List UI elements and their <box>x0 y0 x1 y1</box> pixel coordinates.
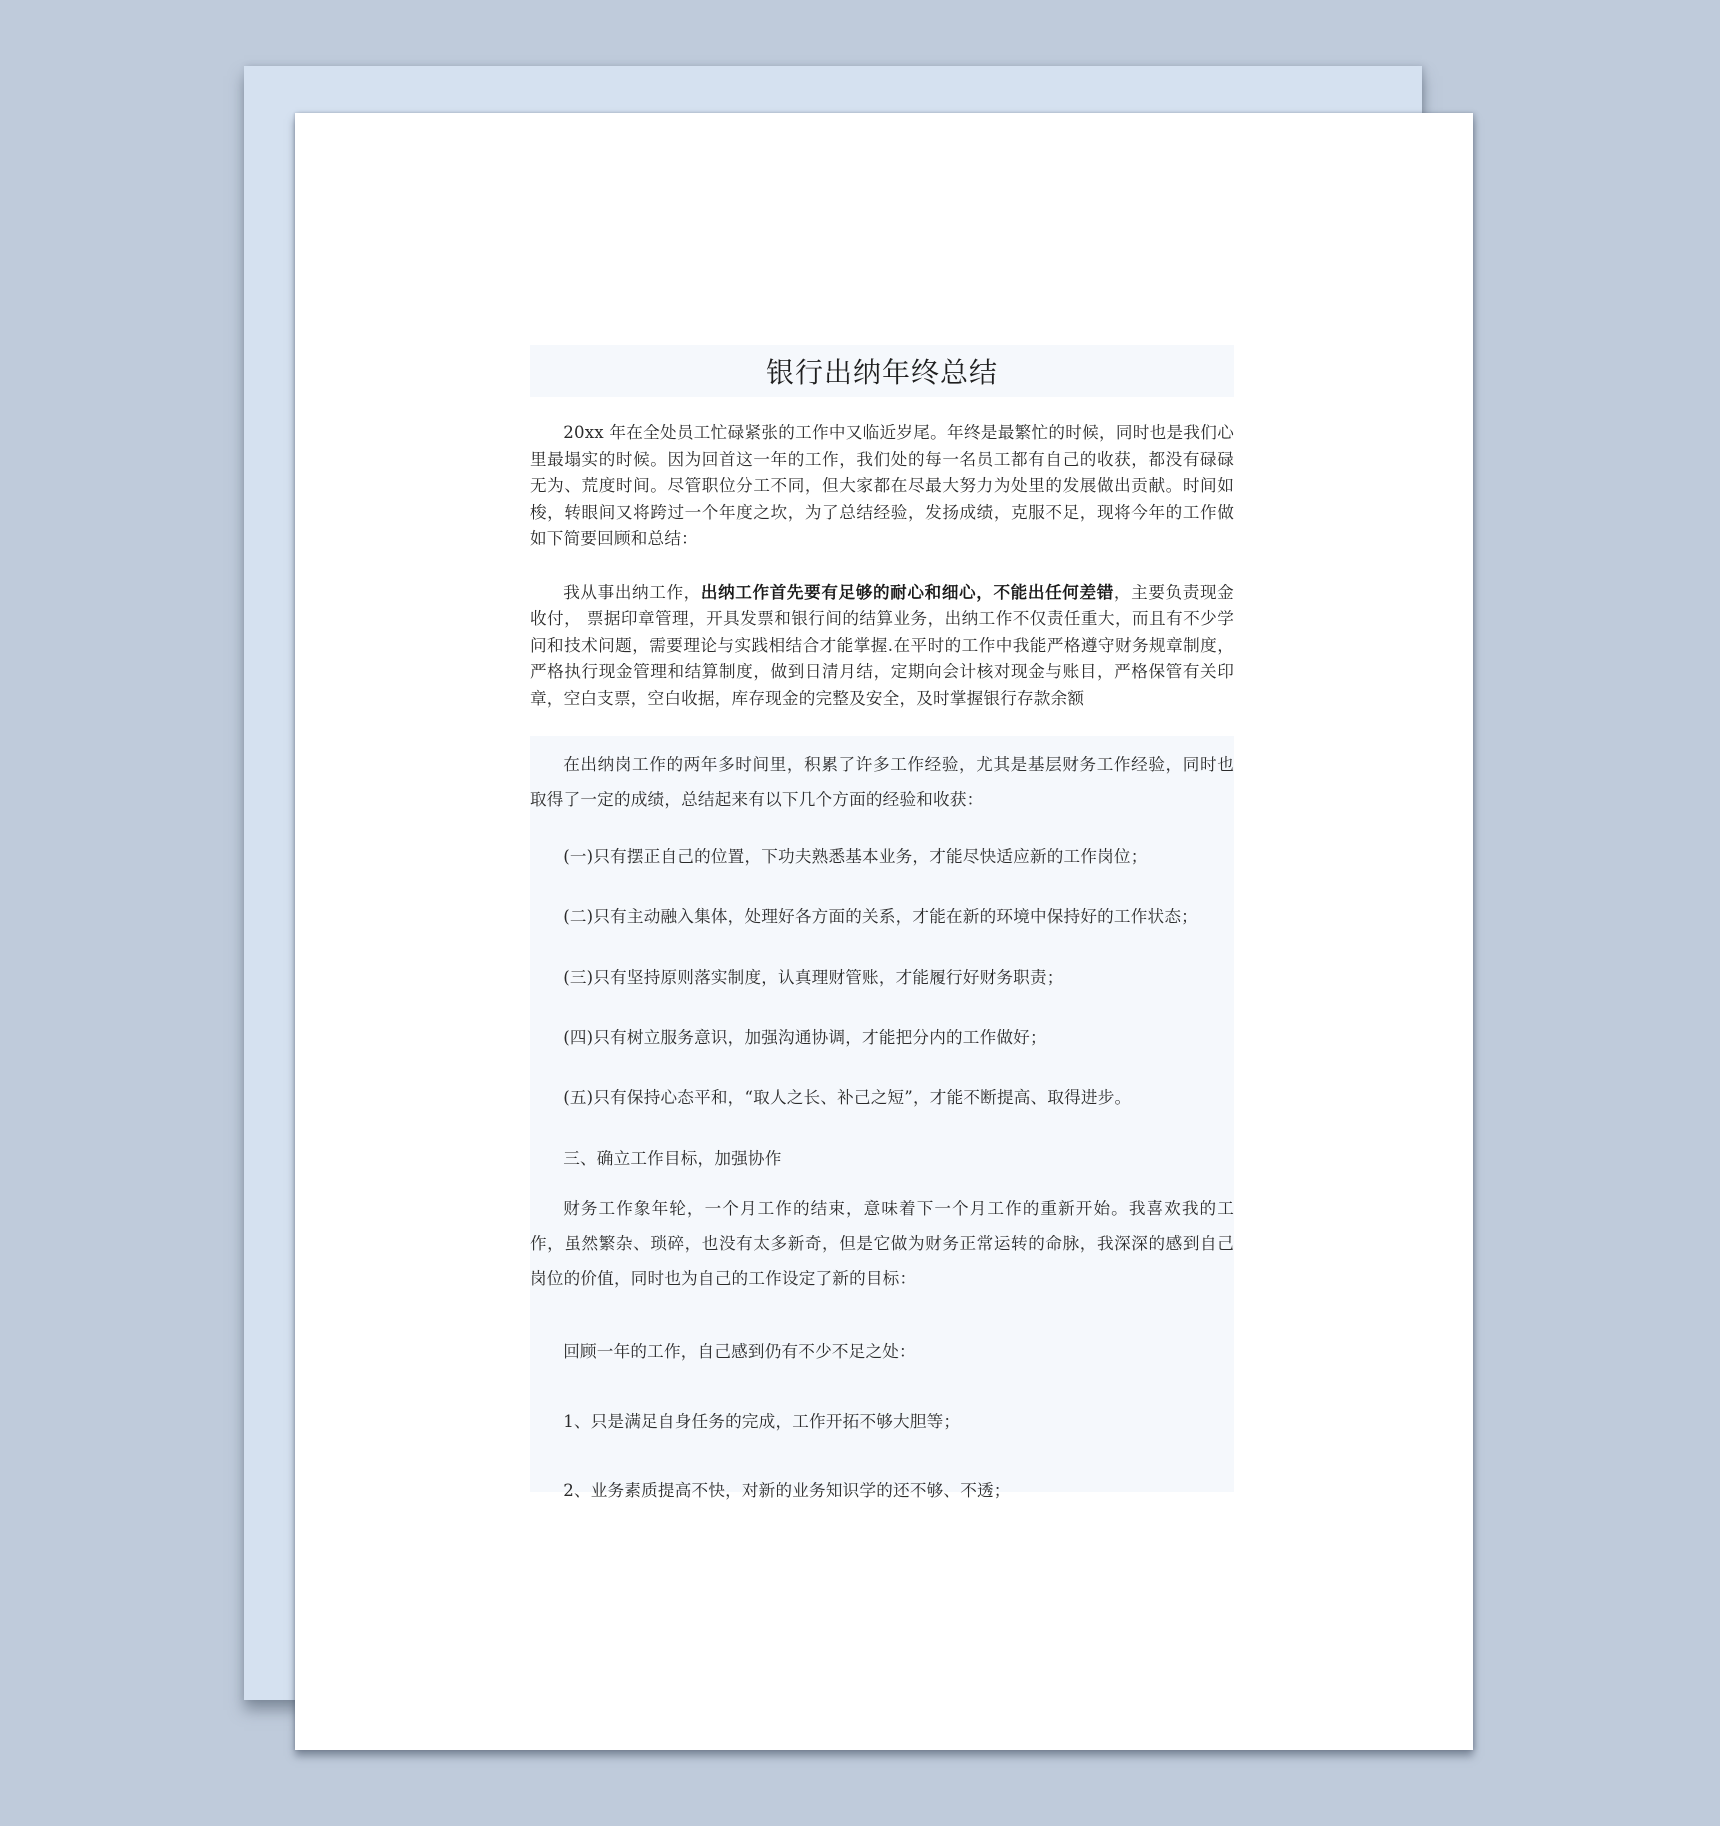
experience-section <box>530 736 1234 1500</box>
experience-intro: 在出纳岗工作的两年多时间里，积累了许多工作经验，尤其是基层财务工作经验，同时也取得了一定的成绩，总结起来有以下几个方面的经验和收获： <box>530 755 1234 809</box>
duties-lead: 我从事出纳工作， <box>563 582 701 602</box>
experience-item-5: (五)只有保持心态平和，“取人之长、补己之短”，才能不断提高、取得进步。 <box>563 1088 1132 1107</box>
title-banner <box>530 345 1234 397</box>
document-title: 银行出纳年终总结 <box>765 356 998 389</box>
duties-rest: ，主要负责现金收付， 票据印章管理，开具发票和银行间的结算业务，出纳工作不仅责任重大，而且有不少学问和技术问题，需要理论与实践相结合才能掌握.在平时的工作中我能严格遵守财务规章制度，严格执行现金管理和结算制度，做到日清月结，定期向会计核对现金与账目，严格保管有关印章，空白支票，空白收据，库存现金的完整及安全，及时掌握银行存款余额 <box>530 582 1234 708</box>
duties-emphasis: 出纳工作首先要有足够的耐心和细心，不能出任何差错 <box>700 581 1114 602</box>
experience-item-2: (二)只有主动融入集体，处理好各方面的关系，才能在新的环境中保持好的工作状态； <box>563 907 1198 926</box>
experience-item-3: (三)只有坚持原则落实制度，认真理财管账，才能履行好财务职责； <box>563 968 1064 987</box>
section-heading-goals: 三、确立工作目标，加强协作 <box>563 1149 782 1168</box>
experience-item-1: (一)只有摆正自己的位置，下功夫熟悉基本业务，才能尽快适应新的工作岗位； <box>563 847 1148 866</box>
duties-paragraph <box>530 579 1234 713</box>
goals-paragraph: 财务工作象年轮，一个月工作的结束，意味着下一个月工作的重新开始。我喜欢我的工作，虽然繁杂、琐碎，也没有太多新奇，但是它做为财务正常运转的命脉，我深深的感到自己岗位的价值，同时也为自己的工作设定了新的目标： <box>530 1199 1234 1288</box>
document-content <box>530 345 1234 1500</box>
shortcomings-intro: 回顾一年的工作，自己感到仍有不少不足之处： <box>563 1342 916 1361</box>
experience-item-4: (四)只有树立服务意识，加强沟通协调，才能把分内的工作做好； <box>563 1028 1047 1047</box>
shortcoming-item-2: 2、业务素质提高不快，对新的业务知识学的还不够、不透； <box>563 1481 1011 1500</box>
intro-paragraph: 20xx 年在全处员工忙碌紧张的工作中又临近岁尾。年终是最繁忙的时候，同时也是我们心里最塌实的时候。因为回首这一年的工作，我们处的每一名员工都有自己的收获，都没有碌碌无为、荒度时间。尽管职位分工不同，但大家都在尽最大努力为处里的发展做出贡献。时间如梭，转眼间又将跨过一个年度之坎，为了总结经验，发扬成绩，克服不足，现将今年的工作做如下简要回顾和总结： <box>530 423 1234 548</box>
shortcoming-item-1: 1、只是满足自身任务的完成，工作开拓不够大胆等； <box>563 1412 961 1431</box>
